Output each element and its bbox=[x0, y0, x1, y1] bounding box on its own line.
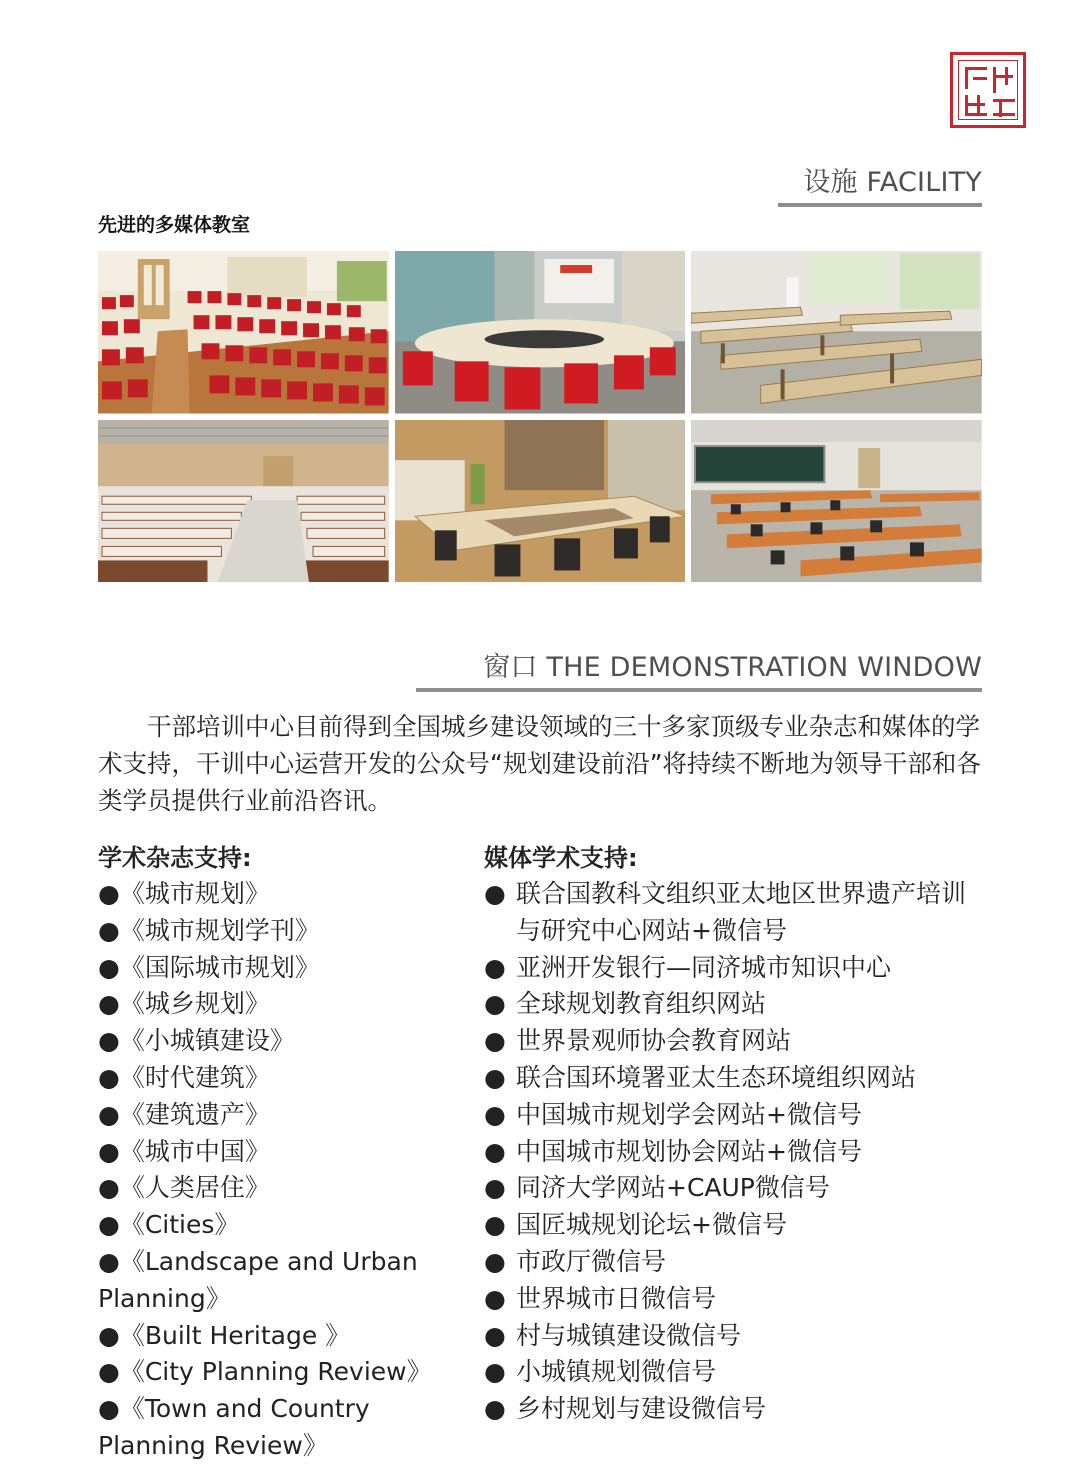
seal-logo bbox=[950, 52, 1026, 128]
journal-item: ●《国际城市规划》 bbox=[98, 952, 320, 982]
media-item: ● 村与城镇建设微信号 bbox=[484, 1320, 742, 1350]
media-item: ● 市政厅微信号 bbox=[484, 1246, 667, 1276]
journal-item: ●《Cities》 bbox=[98, 1210, 240, 1240]
window-heading-rule bbox=[416, 688, 982, 692]
journal-item: ●《城市规划》 bbox=[98, 879, 270, 908]
photo-seminar-room bbox=[395, 420, 686, 583]
journals-column bbox=[98, 840, 468, 1465]
media-item: ● 中国城市规划协会网站+微信号 bbox=[484, 1136, 862, 1166]
media-item: ● 联合国教科文组织亚太地区世界遗产培训与研究中心网站+微信号 bbox=[484, 879, 967, 945]
media-title: 媒体学术支持: bbox=[484, 844, 638, 872]
media-item: ● 世界城市日微信号 bbox=[484, 1283, 717, 1313]
photo-classroom-wooden-desks bbox=[691, 251, 982, 414]
photo-tiered-lecture-hall bbox=[98, 420, 389, 583]
media-item: ● 亚洲开发银行—同济城市知识中心 bbox=[484, 952, 892, 982]
media-column bbox=[484, 840, 984, 1428]
photo-conference-oval-table bbox=[395, 251, 686, 414]
window-heading: 窗口 THE DEMONSTRATION WINDOW bbox=[483, 652, 982, 683]
gallery-caption: 先进的多媒体教室 bbox=[98, 214, 251, 236]
journal-item: ●《城市中国》 bbox=[98, 1136, 270, 1166]
classroom-gallery bbox=[98, 251, 982, 582]
facility-heading-rule bbox=[778, 203, 982, 207]
journal-item: ●《城市规划学刊》 bbox=[98, 915, 320, 945]
media-item: ● 同济大学网站+CAUP微信号 bbox=[484, 1173, 830, 1203]
journals-title: 学术杂志支持: bbox=[98, 844, 252, 872]
facility-heading: 设施 FACILITY bbox=[803, 167, 982, 198]
journal-item: ●《时代建筑》 bbox=[98, 1062, 270, 1092]
journal-item: ●《建筑遗产》 bbox=[98, 1099, 270, 1129]
media-item: ● 乡村规划与建设微信号 bbox=[484, 1394, 767, 1424]
photo-chalkboard-classroom bbox=[691, 420, 982, 583]
journal-item: ●《Built Heritage 》 bbox=[98, 1320, 351, 1350]
journal-item: ●《City Planning Review》 bbox=[98, 1357, 432, 1387]
media-item: ● 世界景观师协会教育网站 bbox=[484, 1026, 792, 1056]
journal-item: ●《人类居住》 bbox=[98, 1173, 270, 1203]
media-item: ● 联合国环境署亚太生态环境组织网站 bbox=[484, 1062, 917, 1092]
intro-paragraph: 干部培训中心目前得到全国城乡建设领域的三十多家顶级专业杂志和媒体的学术支持，干训中心运营开发的公众号“规划建设前沿”将持续不断地为领导干部和各类学员提供行业前沿咨讯。 bbox=[98, 712, 981, 815]
journal-item: ●《Town and Country Planning Review》 bbox=[98, 1394, 370, 1460]
media-item: ● 国匠城规划论坛+微信号 bbox=[484, 1210, 787, 1240]
photo-lecture-hall-red-seats bbox=[98, 251, 389, 414]
journal-item: ●《小城镇建设》 bbox=[98, 1026, 295, 1056]
media-item: ● 中国城市规划学会网站+微信号 bbox=[484, 1099, 862, 1129]
journal-item: ●《Landscape and Urban Planning》 bbox=[98, 1246, 418, 1313]
journal-item: ●《城乡规划》 bbox=[98, 989, 270, 1019]
media-item: ● 小城镇规划微信号 bbox=[484, 1357, 717, 1387]
media-item: ● 全球规划教育组织网站 bbox=[484, 989, 767, 1019]
